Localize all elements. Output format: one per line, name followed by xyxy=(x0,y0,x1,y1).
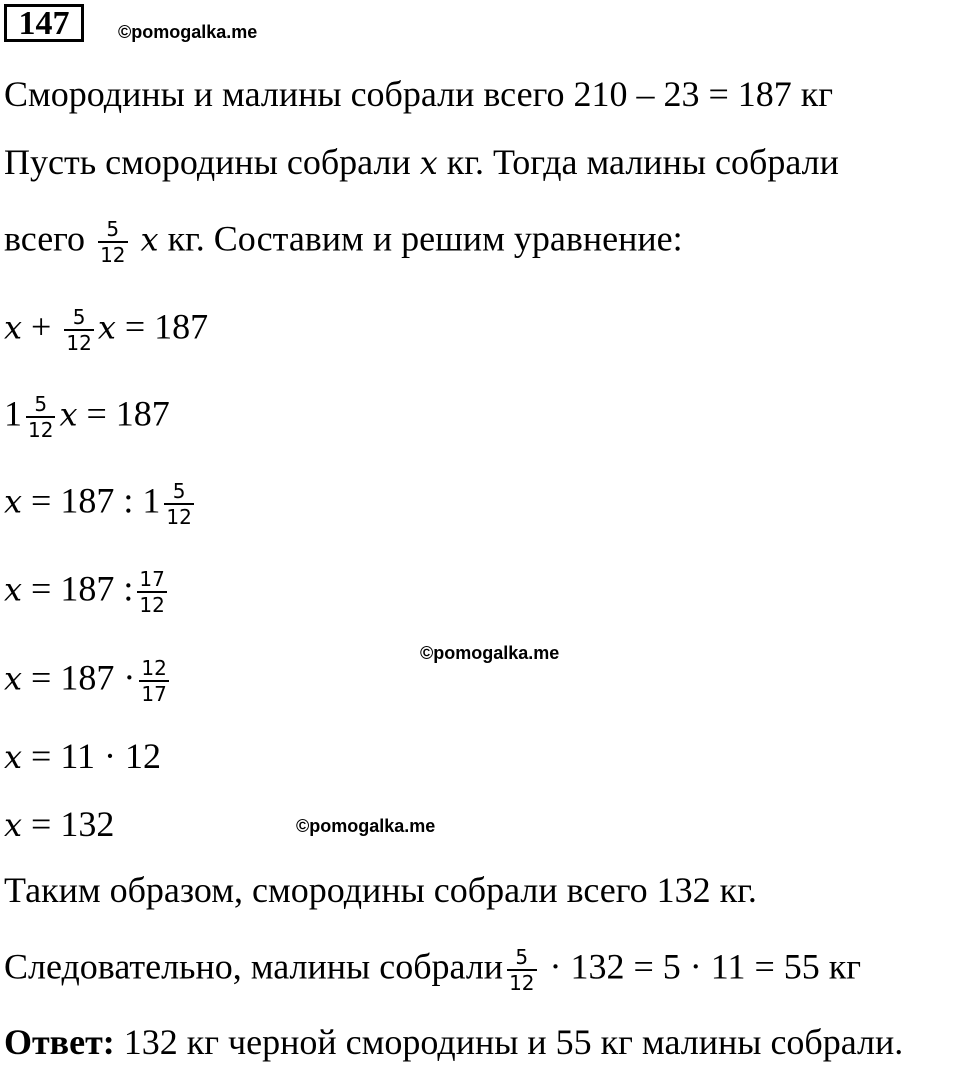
fraction-numerator: 17 xyxy=(139,567,165,591)
fraction-denominator: 17 xyxy=(141,682,167,706)
fraction-denominator: 12 xyxy=(28,418,54,442)
fraction-numerator: 5 xyxy=(106,217,120,241)
equation-rhs: = 11 · 12 xyxy=(31,736,162,776)
equation-1 xyxy=(4,306,208,354)
whole-part: 1 xyxy=(4,393,22,434)
fraction-denominator: 12 xyxy=(139,593,165,617)
variable-x: x xyxy=(4,570,23,609)
equation-rhs: = 187 xyxy=(124,306,209,347)
answer-label: Ответ: xyxy=(4,1022,115,1062)
variable-x: x xyxy=(140,220,159,259)
watermark-bottom: ©pomogalka.me xyxy=(296,816,436,836)
equation-4 xyxy=(4,568,171,616)
text-let-part1: Пусть смородины собрали xyxy=(4,142,411,182)
fraction-5-12 xyxy=(64,306,93,354)
variable-x: x xyxy=(4,806,23,844)
watermark-top: ©pomogalka.me xyxy=(118,22,258,42)
fraction-5-12 xyxy=(164,480,193,528)
variable-x: x xyxy=(4,308,23,347)
equation-2 xyxy=(4,393,170,441)
fraction-12-17 xyxy=(139,657,168,705)
variable-x: x xyxy=(4,659,23,698)
fraction-numerator: 5 xyxy=(34,392,48,416)
equation-5 xyxy=(4,657,173,705)
text-line-raspberry-result xyxy=(4,946,861,994)
fraction-denominator: 12 xyxy=(166,505,192,529)
equation-rhs: = 187 : 1 xyxy=(31,480,161,521)
equation-rhs: = 187 · xyxy=(31,657,136,698)
fraction-denominator: 12 xyxy=(66,331,92,355)
text-result-part1: Следовательно, малины собрали xyxy=(4,946,504,987)
fraction-5-12 xyxy=(26,393,55,441)
text-raspberry-part2: кг. Составим и решим уравнение: xyxy=(167,218,683,259)
variable-x: x xyxy=(97,308,116,347)
equation-6 xyxy=(4,736,161,777)
answer-line xyxy=(4,1022,903,1062)
answer-text: 132 кг черной смородины и 55 кг малины собрали. xyxy=(123,1022,904,1062)
equation-rhs: = 187 xyxy=(86,393,170,434)
plus-sign: + xyxy=(31,306,52,347)
equation-rhs: = 187 : xyxy=(31,568,134,609)
fraction-17-12 xyxy=(137,568,166,616)
fraction-denominator: 12 xyxy=(509,971,535,995)
equation-rhs: = 132 xyxy=(31,804,115,844)
text-line-let xyxy=(4,142,839,183)
text-raspberry-part1: всего xyxy=(4,218,86,259)
fraction-numerator: 5 xyxy=(515,945,529,969)
equation-3 xyxy=(4,480,198,528)
text-result-part2: · 132 = 5 · 11 = 55 кг xyxy=(549,946,862,987)
text-let-part2: кг. Тогда малины собрали xyxy=(446,142,839,182)
fraction-numerator: 5 xyxy=(72,305,86,329)
fraction-numerator: 5 xyxy=(172,479,186,503)
equation-7 xyxy=(4,804,114,845)
text-line-conclusion: Таким образом, смородины собрали всего 132 кг. xyxy=(4,870,757,910)
fraction-5-12 xyxy=(507,946,536,994)
variable-x: x xyxy=(419,144,438,182)
fraction-numerator: 12 xyxy=(141,656,167,680)
task-number-box: 147 xyxy=(4,4,84,42)
variable-x: x xyxy=(4,738,23,776)
fraction-denominator: 12 xyxy=(100,243,126,267)
watermark-middle: ©pomogalka.me xyxy=(420,643,560,663)
fraction-5-12 xyxy=(98,218,127,266)
variable-x: x xyxy=(4,482,23,521)
text-line-raspberry xyxy=(4,218,683,266)
variable-x: x xyxy=(59,395,78,434)
text-line-total: Смородины и малины собрали всего 210 – 23 = 187 кг xyxy=(4,74,834,114)
